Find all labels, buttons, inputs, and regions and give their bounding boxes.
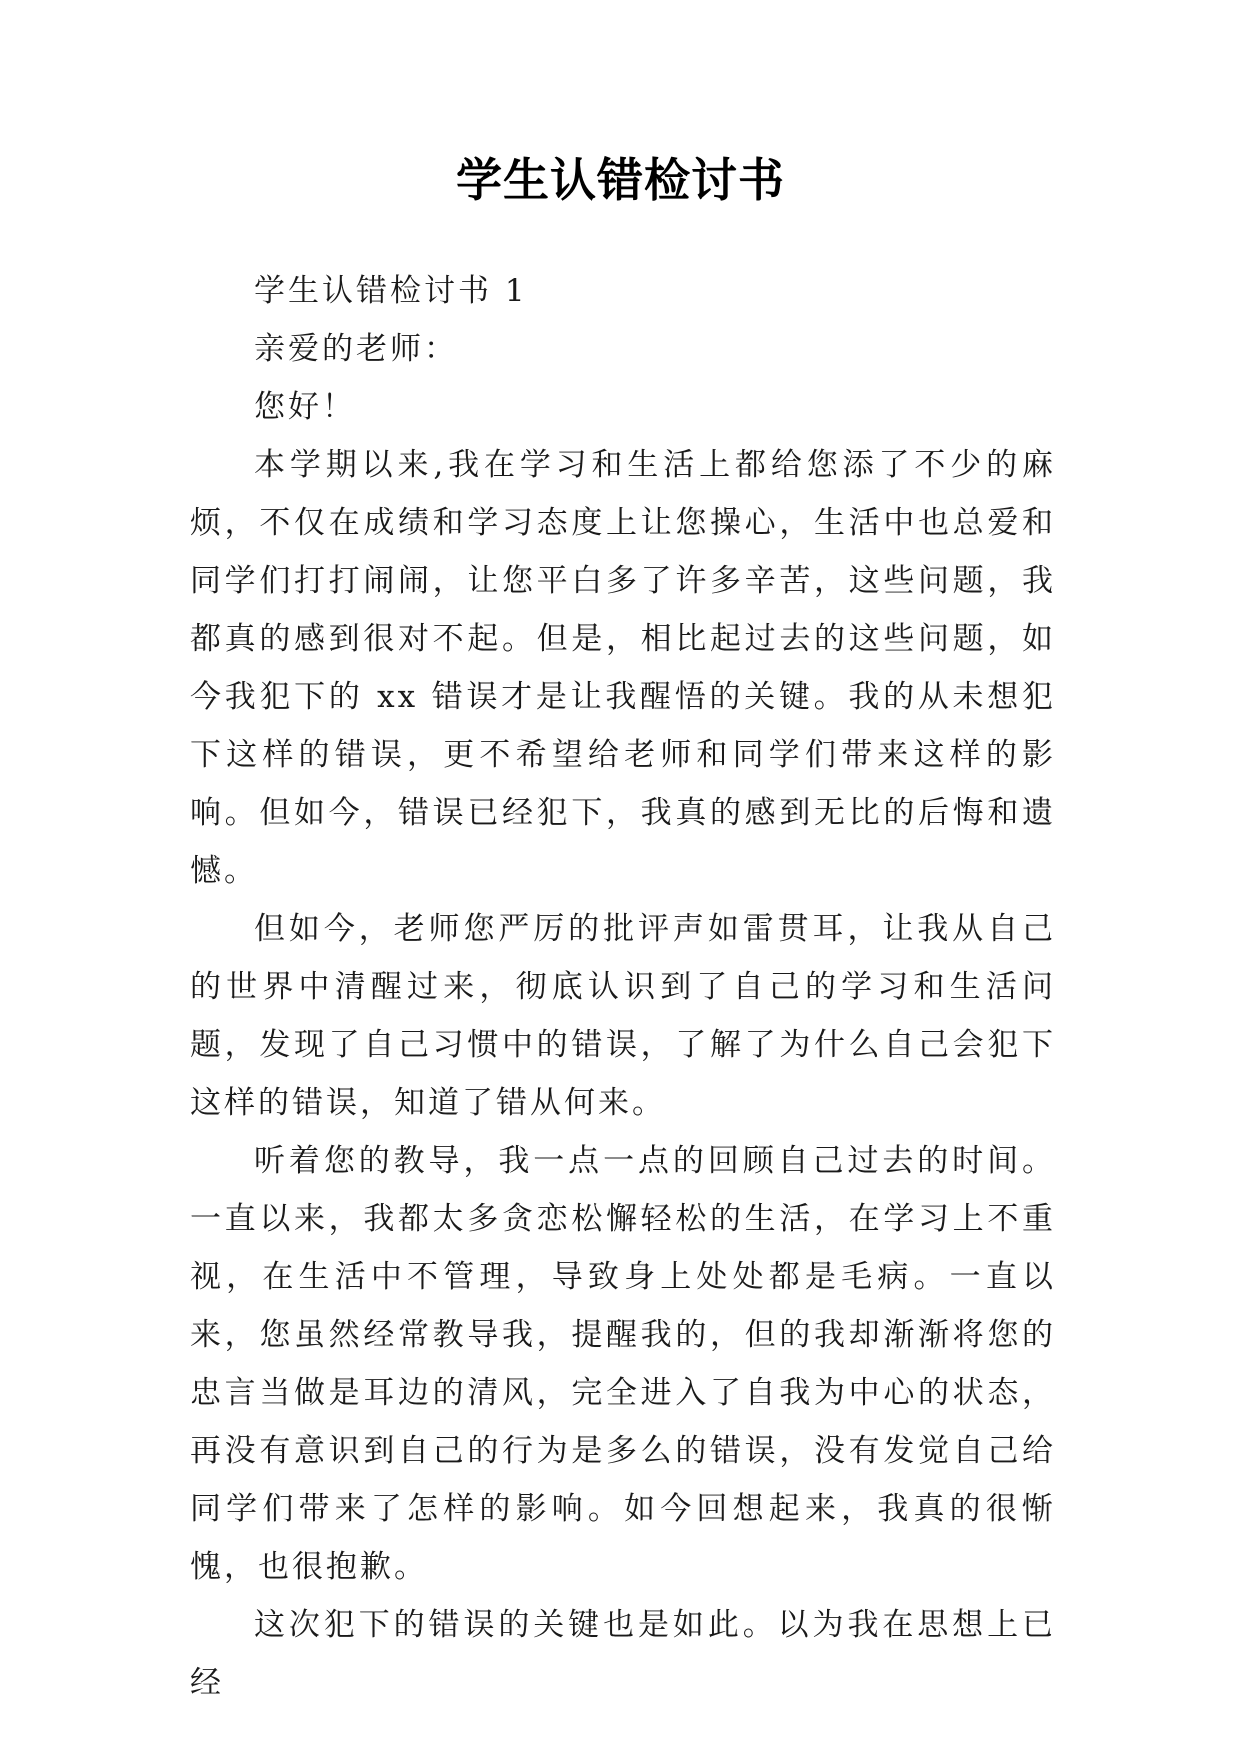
paragraph: 本学期以来,我在学习和生活上都给您添了不少的麻烦，不仅在成绩和学习态度上让您操心，生活中也总爱和同学们打打闹闹，让您平白多了许多辛苦，这些问题，我都真的感到很对不起。但是，相比起过去的这些问题，如今我犯下的 xx 错误才是让我醒悟的关键。我的从未想犯下这样的错误，更不希望给老师和同学们带来这样的影响。但如今，错误已经犯下，我真的感到无比的后悔和遗憾。 [190, 447, 1056, 889]
section-heading: 学生认错检讨书 1 [254, 273, 528, 309]
document-title: 学生认错检讨书 [456, 153, 785, 207]
paragraph: 但如今，老师您严厉的批评声如雷贯耳，让我从自己的世界中清醒过来，彻底认识到了自己的学习和生活问题，发现了自己习惯中的错误，了解了为什么自己会犯下这样的错误，知道了错从何来。 [190, 911, 1056, 1121]
paragraph: 听着您的教导，我一点一点的回顾自己过去的时间。一直以来，我都太多贪恋松懈轻松的生活，在学习上不重视，在生活中不管理，导致身上处处都是毛病。一直以来，您虽然经常教导我，提醒我的，但的我却渐渐将您的忠言当做是耳边的清风，完全进入了自我为中心的状态，再没有意识到自己的行为是多么的错误，没有发觉自己给同学们带来了怎样的影响。如今回想起来，我真的很惭愧，也很抱歉。 [190, 1143, 1056, 1585]
greeting: 您好！ [254, 389, 356, 425]
document-body [190, 262, 1056, 1712]
salutation: 亲爱的老师： [254, 331, 458, 367]
paragraph: 这次犯下的错误的关键也是如此。以为我在思想上已经 [190, 1607, 1056, 1701]
